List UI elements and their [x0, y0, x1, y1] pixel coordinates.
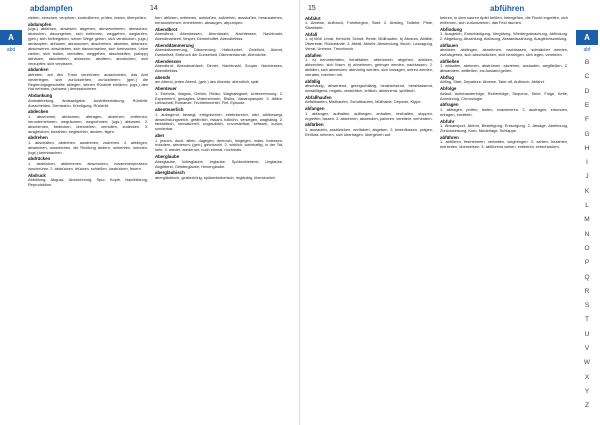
alphabet-tab-p[interactable]: P — [584, 259, 590, 267]
entry-synonyms: abtreten, auf den Thron verzichten; ausscheiden, das Amt niederlegen, sich zurückziehen, zurücktreten; (geh.) die Regierungsgeschäfte ablegen, seinen Rücktritt erklären; (ugs.) den Hut nehmen, (schweiz.) demissionieren. — [28, 71, 148, 92]
dictionary-entry — [155, 107, 283, 132]
alphabet-tab-n[interactable]: N — [584, 230, 590, 238]
dictionary-entry — [440, 59, 568, 74]
entry-synonyms: 1. abfangen, aufhalten, auffangen, anhalten, festhalten, stoppen, ergreifen, fassen. 2. abwehren, abwenden, parieren, vereiteln, verhindern. — [305, 110, 433, 121]
entry-headword: abfärben — [305, 122, 324, 128]
entry-headword: Abfolge — [440, 86, 457, 92]
entry-headword: Abflug — [440, 75, 454, 81]
alphabet-tab-j[interactable]: J — [585, 173, 589, 181]
dictionary-entry — [28, 67, 148, 92]
dictionary-entry — [155, 75, 283, 85]
entry-headword: Abdruck — [28, 172, 46, 178]
entry-synonyms: 1. abführen, festnehmen, verhaften, wegbringen. 2. zahlen, bezahlen, entrichten, überweisen. 3. abführend wirken, entleeren, entschlacken. — [440, 138, 568, 149]
entry-synonyms: Abflug, Start, Departure, Abreise, Take-off, Aufbruch, Abfahrt. — [440, 79, 545, 85]
left-page-header-word: abdampfen — [30, 4, 73, 13]
entry-headword: abdecken — [28, 109, 49, 115]
entry-headword: abfallen — [305, 53, 322, 59]
dictionary-entry — [440, 102, 568, 117]
dictionary-entry — [440, 135, 568, 150]
entry-synonyms: abebben, abklingen, abnehmen, nachlassen, schwächer werden, zurückgehen, sich abschwächen, sich beruhigen, sich legen, verebben. — [440, 47, 568, 58]
right-page-header-word: abführen — [490, 4, 525, 13]
alphabet-tab-d[interactable]: D — [584, 87, 590, 95]
entry-synonyms: 1. abschalten, abdrehen, ausdrehen, zudrehen. 2. abbiegen, abweichen, ausweichen, die Richtung ändern, umkehren, wenden, (ugs.) kehrtmachen. — [28, 139, 148, 155]
alphabet-tab-f[interactable]: F — [585, 116, 589, 124]
alphabet-tab-i[interactable]: I — [586, 159, 588, 167]
entry-synonyms: abergläubisch, geisterhörig, spökenkiekerisch, irrgläubig, übersinnlich. — [155, 174, 276, 180]
entry-synonyms: 1. Abtransport, Abfuhr, Beseitigung, Entsorgung. 2. Absage, Ablehnung, Zurückweisung, Korb, Niederlage, Schlappe. — [440, 122, 568, 133]
alphabet-tab-u[interactable]: U — [584, 330, 590, 338]
right-page — [300, 0, 600, 425]
entry-headword: abdanken — [28, 67, 49, 73]
entry-headword: Abenteuer — [155, 86, 177, 92]
entry-synonyms: 1. auslaufen, ausbleichen, verfärben, abgeben. 2. beeinflussen, prägen, Einfluss nehmen, sich übertragen, übergehen auf. — [305, 126, 433, 137]
tab-a-left[interactable]: A — [0, 30, 22, 45]
dictionary-entry — [440, 75, 568, 85]
alphabet-tab-v[interactable]: V — [584, 345, 590, 352]
alphabet-tab-y[interactable]: Y — [584, 387, 590, 395]
entry-headword: Abfindung — [440, 26, 462, 32]
dictionary-entry — [440, 119, 568, 134]
alphabet-tab-b[interactable]: B — [584, 59, 590, 66]
entry-synonyms: 1. a) herunterfallen, herabfallen, abbröckeln, abgehen, ablösen, abbrechen, sich lösen. b) abnehmen, geringer werden, nachlassen. 2. abfallen, sich abwenden, abtrünnig werden, sich lossagen, untreu werden, verraten, brechen mit. — [305, 57, 433, 78]
alphabet-tab-c[interactable]: C — [584, 73, 590, 81]
left-page-number: 14 — [150, 5, 158, 12]
dictionary-entry — [155, 133, 283, 153]
entry-synonyms: 1. abnehmen, abräumen, abtragen, abziehen, entfernen, herunternehmen, wegräumen, wegnehmen; (ugs.) abbauen. 2. abschirmen, bedecken, überziehen, verhüllen, zudecken. 3. ausgleichen, bezahlen, begleichen, decken, tilgen. — [28, 113, 148, 134]
alphabet-tab-x[interactable]: X — [584, 373, 590, 381]
alphabet-tab-o[interactable]: O — [584, 244, 590, 252]
dictionary-entry — [28, 135, 148, 155]
alphabet-tab-m[interactable]: M — [584, 216, 590, 224]
entry-headword: aber — [155, 133, 165, 139]
entry-synonyms: 1. Erlebnis, Wagnis, Gefahr, Risiko, Waghalsigkeit, Unternehmung. 2. Experiment, gewagtes Unternehmen, Risiko, Vabanquespiel. 3. Affäre, Liebschaft, Romanze, Techtelmechtel, Flirt, Episode. — [155, 90, 283, 106]
entry-headword: abdrücken — [28, 156, 51, 162]
entry-synonyms: 1. jedoch, doch, allein, dagegen, dennoch, hingegen, indes, indessen, trotzdem, wiederum; (geh.) gleichwohl. 2. wirklich, wahrhaftig, in der Tat, sehr. 3. wieder, wiederum, noch einmal, nochmals. — [155, 137, 283, 153]
entry-synonyms: 1. aufregend, bewegt, ereignisreich, erlebnisreich, wild, wildbewegt, abwechslungsreich, gefährlich, riskant, tollkühn, verwegen, waghalsig. 2. fantastisch, sensationell, unglaublich, unvorstellbar, seltsam, kurios, sonderbar. — [155, 111, 283, 132]
entry-headword: abdrehen — [28, 135, 48, 141]
entry-synonyms: Aberglaube, Volksglaube, Irrglaube, Spökenkiekerei, Unglaube, Abgötterei, Geisterglaube, Hexenglaube. — [155, 158, 283, 169]
alphabet-tab-t[interactable]: T — [585, 316, 589, 324]
dictionary-entry — [28, 16, 148, 21]
entry-headword: abdampfen — [28, 21, 52, 27]
dictionary-entry — [305, 95, 433, 105]
alphabet-tab-w[interactable]: W — [583, 359, 591, 367]
entry-synonyms: zieben, einschen, verpönen, kontrollieren, prüfen, testen, überprüfen. — [28, 16, 147, 20]
entry-headword: abfangen — [305, 106, 325, 112]
right-page-number: 15 — [308, 5, 316, 12]
entry-synonyms: Amtsabtretung, Amtsaufgabe, Austrittserklärung, Rücktritt, Ausscheiden, Demission, Kündigung, Rücktritt. — [28, 97, 148, 108]
alphabet-tab-h[interactable]: H — [584, 144, 590, 152]
entry-synonyms: ben, ablösen, entleeren, aufstoßen, aufziehen, ausstoßen, herausziehen, herausnehmen, entnehmen, absaugen, abpumpen. — [155, 16, 283, 25]
entry-headword: Abendbrot — [155, 26, 178, 32]
tab-range-left: abd — [6, 47, 16, 53]
dictionary-entry — [305, 32, 433, 52]
entry-synonyms: Ablauf, Aufeinanderfolge, Reihenfolge, Sequenz, Serie, Folge, Kette, Anordnung, Chronologie. — [440, 90, 568, 101]
entry-synonyms: Abendbrot, Abendessen, Abendmahl, Nachtessen, Nachtmahl, Abendmahlzeit, Vesper, Dinnerbuffet, Abendimbiss. — [155, 31, 283, 42]
dictionary-entry — [28, 22, 148, 67]
dictionary-entry — [155, 86, 283, 106]
entry-synonyms: 1. abdrücken, abklemmen, abschnüren, zusammenpressen, zuschnüren. 2. abdrücken, drücken, schießen, losdrücken, feuern. — [28, 160, 148, 171]
dictionary-entry — [305, 79, 433, 94]
dictionary-entry — [305, 106, 433, 121]
entry-synonyms: abschätzig, abwertend, geringschätzig, herabsetzend, herablassend, missbilligend, negativ, verächtlich, kritisch, ablehnend, spöttisch. — [305, 83, 433, 94]
entry-headword: Aberglaube — [155, 154, 180, 160]
dictionary-entry — [305, 53, 433, 78]
left-column-1 — [28, 16, 148, 421]
dictionary-entry — [305, 16, 433, 31]
dictionary-entry — [155, 27, 283, 42]
dictionary-entry — [155, 16, 283, 26]
dictionary-entry — [155, 170, 283, 180]
right-column-2 — [440, 16, 568, 421]
entry-headword: Abendessen — [155, 59, 182, 65]
alphabet-tab-g[interactable]: G — [584, 130, 590, 138]
tab-a-right[interactable]: A — [576, 30, 598, 45]
entry-synonyms: 1. ablaufen, abrinnen, abströmen, abziehen, auslaufen, wegfließen. 2. abwandern, abfließen, ins Ausland gehen. — [440, 63, 568, 74]
entry-headword: Abfallhaufen — [305, 95, 332, 101]
dictionary-entry — [305, 122, 433, 137]
entry-synonyms: 1. abfragen, prüfen, testen, examinieren. 2. ausfragen, erkunden, erfragen, ermitteln. — [440, 106, 568, 117]
alphabet-tab-s[interactable]: S — [584, 302, 590, 310]
entry-synonyms: 1. Abreise, Aufbruch, Fahrtbeginn, Start. 2. Abstieg, Talfahrt, Piste, Skiabfahrt. — [305, 20, 433, 31]
dictionary-entry — [28, 109, 148, 134]
dictionary-entry — [155, 59, 283, 74]
entry-headword: abends — [155, 75, 171, 81]
alphabet-tab-l[interactable]: L — [585, 202, 589, 209]
entry-headword: Abfall — [305, 32, 318, 38]
entry-headword: Abfuhr — [440, 118, 455, 124]
entry-synonyms: 1. Ausgleich, Entschädigung, Vergütung, Wiedergutmachung, Abfindung. 2. Abgeltung, Abzahlung, Ablösung, Abstandszahlung, Ausgleichszahlung. — [440, 31, 568, 42]
tab-range-right: abf — [583, 47, 591, 53]
alphabet-tab-r[interactable]: R — [584, 287, 590, 295]
entry-headword: Abdankung — [28, 93, 53, 99]
entry-headword: abergläubisch — [155, 170, 185, 176]
dictionary-entry — [440, 86, 568, 101]
dictionary-entry — [440, 16, 568, 26]
entry-headword: abenteuerlich — [155, 107, 184, 113]
alphabet-tab-q[interactable]: Q — [584, 273, 590, 281]
dictionary-entry — [155, 43, 283, 58]
dictionary-entry — [440, 43, 568, 58]
entry-synonyms: Abbildung, Abguss, Abzeichnung, Spur, Kopie, Nachbildung, Reproduktion. — [28, 176, 148, 187]
alphabet-tab-z[interactable]: Z — [585, 402, 589, 410]
entry-headword: abfließen — [440, 59, 460, 65]
alphabet-tab-k[interactable]: K — [584, 187, 590, 195]
entry-headword: abfällig — [305, 79, 321, 85]
entry-synonyms: am Abend, jeden Abend, (geh.) des Abends, abendlich, spät. — [155, 79, 260, 85]
entry-synonyms: Abfallhaufen, Misthaufen, Schutthaufen, Müllhalde, Deponie, Kippe. — [305, 99, 422, 105]
entry-synonyms: 1. a) Müll, Unrat, Kehricht, Schutt, Reste, Müllhaufen. b) Abraum, Abfälle, Überreste, Rückstände. 2. Abfall, Abkehr, Abwendung, Bruch, Lossagung, Verrat, Untreue, Treuebruch. — [305, 36, 433, 52]
entry-headword: Abenddämmerung — [155, 42, 194, 48]
alphabet-tab-e[interactable]: E — [584, 101, 590, 109]
dictionary-entry — [28, 156, 148, 171]
dictionary-entry — [28, 173, 148, 188]
entry-headword: abführen — [440, 134, 459, 140]
entry-headword: abflauen — [440, 42, 459, 48]
entry-synonyms: Abendbrot, Abendmahlzeit, Dinner, Nachtmahl, Souper, Nachtessen, Abendimbiss. — [155, 63, 283, 74]
entry-synonyms: kehren, in dem sauren Apfel beißen, heimgehen, die Flucht ergreifen, sich entfernen, sich zurückziehen, das Feld räumen. — [440, 16, 568, 25]
entry-synonyms: Abenddämmerung, Dämmerung, Halbdunkel, Zwielicht, Abend, Dunkelheit, Einbruch der Dunkelheit, Dämmerstunde, Abendröte. — [155, 47, 283, 58]
entry-synonyms: (ugs.) abfahren, abwesen; abgehen; abmarschieren, abmachen, abzischen, davongehen, sich entfernen, weggehen, weglaufen, (geh.) sich fortbegeben, seiner Wege gehen, sich verdrücken, (ugs.) abdampfen, abhauen, abrauschen, abschieben, abseilen, abtanzen, abschwirren, abschieben, sich davonmachen, sich fortmachen, Leine ziehen, sich trollen, verduften, weggehen, abschweifen; (salopp) abhauen, abschieben, abtanzen, abzittern, abrutschen, sich verzupfen; sich verpissen. — [28, 26, 148, 66]
entry-headword: abfragen — [440, 102, 459, 108]
dictionary-entry — [155, 154, 283, 169]
dictionary-entry — [440, 27, 568, 42]
right-column-1 — [305, 16, 433, 421]
entry-headword: Abfahrt — [305, 16, 321, 21]
dictionary-entry — [28, 93, 148, 108]
left-column-2 — [155, 16, 283, 421]
